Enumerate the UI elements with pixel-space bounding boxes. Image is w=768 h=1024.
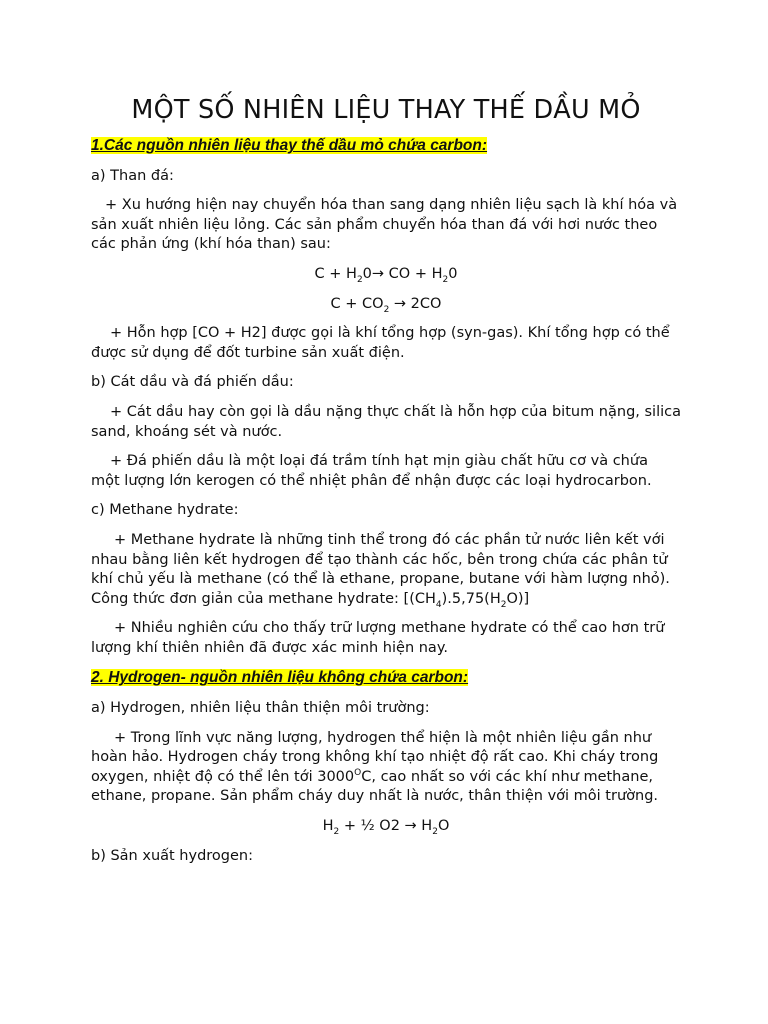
eq3-rhs-sub: 2 (432, 826, 438, 837)
methane-sub-1: 4 (435, 599, 442, 610)
eq1-rhs-rest: 0 (448, 265, 458, 282)
eq3-lhs: H (322, 818, 334, 835)
equation-1 (91, 265, 681, 285)
eq1-lhs-sub: 2 (356, 274, 363, 285)
eq1-rhs: CO + H (384, 265, 443, 282)
hydrogen-paragraph (91, 729, 681, 807)
eq1-rhs-sub: 2 (442, 274, 449, 285)
arrow-icon: → (371, 265, 385, 282)
section-1-heading-text: 1.Các nguồn nhiên liệu thay thế dầu mỏ chứa carbon: (91, 137, 488, 154)
subsection-a-title: a) Than đá: (91, 167, 174, 184)
equation-2 (91, 295, 681, 315)
eq2-lhs-sub: 2 (383, 304, 390, 315)
hydrogen-text: + Trong lĩnh vực năng lượng, hydrogen thể hiện là một nhiên liệu gần như hoàn hảo. Hydrogen cháy trong không khí tạo nhiệt độ rất cao. Khi cháy trong oxygen, nhiệt độ có thể lên tới 3000 (91, 729, 659, 785)
methane-end: O)] (506, 590, 530, 607)
section-1-heading (91, 136, 681, 157)
methane-sub-2: 2 (500, 599, 507, 610)
eq1-lhs: C + H (314, 265, 357, 282)
subsection-b-title: b) Cát dầu và đá phiến dầu: (91, 374, 294, 391)
arrow-icon: → (393, 295, 407, 312)
coal-paragraph-1: + Xu hướng hiện nay chuyển hóa than sang dạng nhiên liệu sạch là khí hóa và sản xuất nhiên liệu lỏng. Các sản phẩm chuyển hóa than đá với hơi nước theo các phản ứng (khí hóa than) sau: (91, 197, 678, 253)
hydrogen-sup: O (354, 768, 362, 779)
methane-hydrate-paragraph-2: + Nhiều nghiên cứu cho thấy trữ lượng methane hydrate có thể cao hơn trữ lượng khí thiên nhiên đã được xác minh hiện nay. (91, 620, 665, 656)
document-body (91, 90, 681, 876)
oil-sand-paragraph: + Cát dầu hay còn gọi là dầu nặng thực chất là hỗn hợp của bitum nặng, silica sand, khoáng sét và nước. (91, 403, 681, 440)
subsection-c-title: c) Methane hydrate: (91, 502, 239, 519)
eq2-rhs: 2CO (406, 295, 442, 312)
equation-3 (91, 817, 681, 837)
methane-text: + Methane hydrate là những tinh thể trong đó các phần tử nước liên kết với nhau bằng liên kết hydrogen để tạo thành các hốc, bên trong chứa các phân tử khí chủ yếu là methane (có thể là ethane, propane, butane với hàm lượng nhỏ). Công thức đơn giản của methane hydrate: [(CH (91, 531, 670, 607)
section-2-heading (91, 668, 681, 689)
eq3-lhs-sub: 2 (333, 826, 340, 837)
eq2-lhs: C + CO (330, 295, 384, 312)
eq1-lhs-rest: 0 (362, 265, 372, 282)
arrow-icon: → (404, 818, 417, 835)
hydrogen-end: C, cao nhất so với các khí như methane, ethane, propane. Sản phẩm cháy duy nhất là nước, thân thiện với môi trường. (91, 768, 659, 805)
page-title: MỘT SỐ NHIÊN LIỆU THAY THẾ DẦU MỎ (131, 95, 641, 125)
subsection-2b-title: b) Sản xuất hydrogen: (91, 847, 253, 864)
section-2-heading-text: 2. Hydrogen- nguồn nhiên liệu không chứa carbon: (91, 669, 469, 687)
eq3-rhs: H (416, 818, 433, 835)
methane-mid: ).5,75(H (441, 590, 501, 607)
methane-hydrate-paragraph-1 (91, 531, 681, 609)
coal-paragraph-2: + Hỗn hợp [CO + H2] được gọi là khí tổng hợp (syn-gas). Khí tổng hợp có thể được sử dụng để đốt turbine sản xuất điện. (91, 325, 670, 361)
eq3-mid: + ½ O2 (339, 818, 405, 835)
eq3-rhs-rest: O (437, 818, 450, 835)
subsection-2a-title: a) Hydrogen, nhiên liệu thân thiện môi trường: (91, 700, 430, 717)
oil-shale-paragraph: + Đá phiến dầu là một loại đá trầm tính hạt mịn giàu chất hữu cơ và chứa một lượng lớn kerogen có thể nhiệt phân để nhận được các loại hydrocarbon. (91, 453, 652, 489)
